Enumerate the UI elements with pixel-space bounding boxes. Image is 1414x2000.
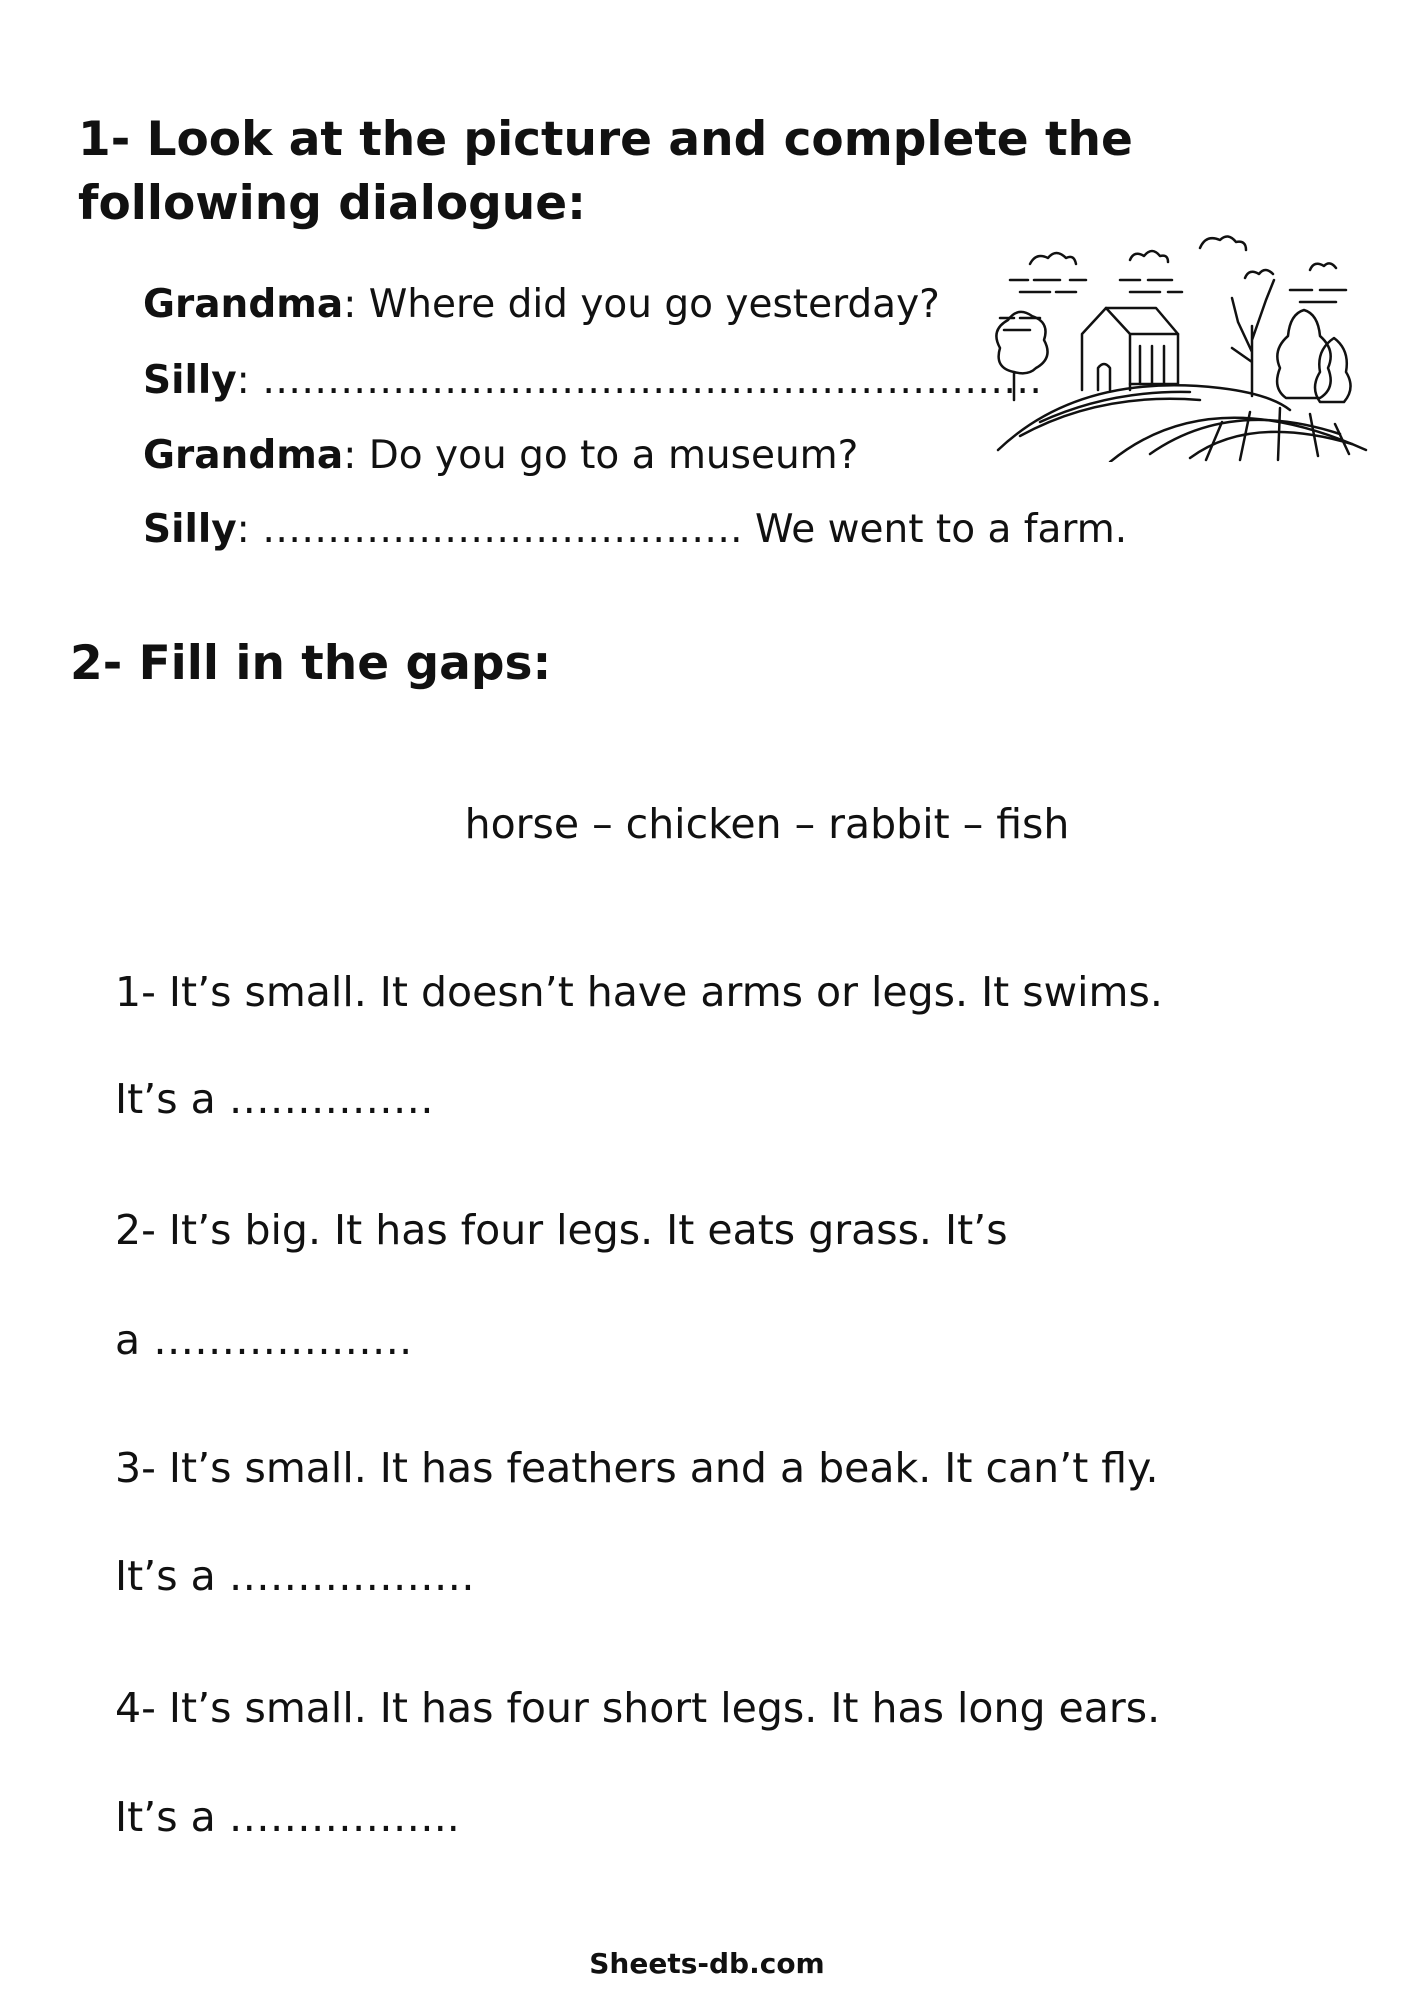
dialogue-line-1 [143,280,940,330]
question-2-answer: a ………………. [115,1316,413,1364]
question-4-prompt: 4- It’s small. It has four short legs. It has long ears. [115,1684,1161,1732]
dialogue-text: : Where did you go yesterday? [343,282,940,327]
footer-source: Sheets-db.com [589,1947,825,1980]
section2-heading: 2- Fill in the gaps: [70,636,552,691]
dialogue-line-4 [143,505,1127,555]
word-bank: horse – chicken – rabbit – fish [464,800,1070,848]
dialogue-line-3 [143,431,858,481]
speaker-name: Silly [143,358,237,403]
question-4-answer: It’s a …………….. [115,1793,460,1841]
speaker-name: Silly [143,507,237,552]
speaker-name: Grandma [143,433,344,478]
dialogue-text: : ………………………………. We went to a farm. [236,507,1128,552]
farm-illustration [990,222,1370,462]
speaker-name: Grandma [143,282,344,327]
question-3-prompt: 3- It’s small. It has feathers and a beak. It can’t fly. [115,1444,1159,1492]
question-3-answer: It’s a ……………… [115,1552,475,1600]
dialogue-text: : …………………………………………………… [236,358,1043,403]
dialogue-text: : Do you go to a museum? [343,433,859,478]
dialogue-line-2 [143,356,1042,406]
question-2-prompt: 2- It’s big. It has four legs. It eats grass. It’s [115,1206,1008,1254]
question-1-answer: It’s a …………… [115,1075,434,1123]
question-1-prompt: 1- It’s small. It doesn’t have arms or legs. It swims. [115,968,1163,1016]
section1-heading: 1- Look at the picture and complete the following dialogue: [78,112,1133,231]
